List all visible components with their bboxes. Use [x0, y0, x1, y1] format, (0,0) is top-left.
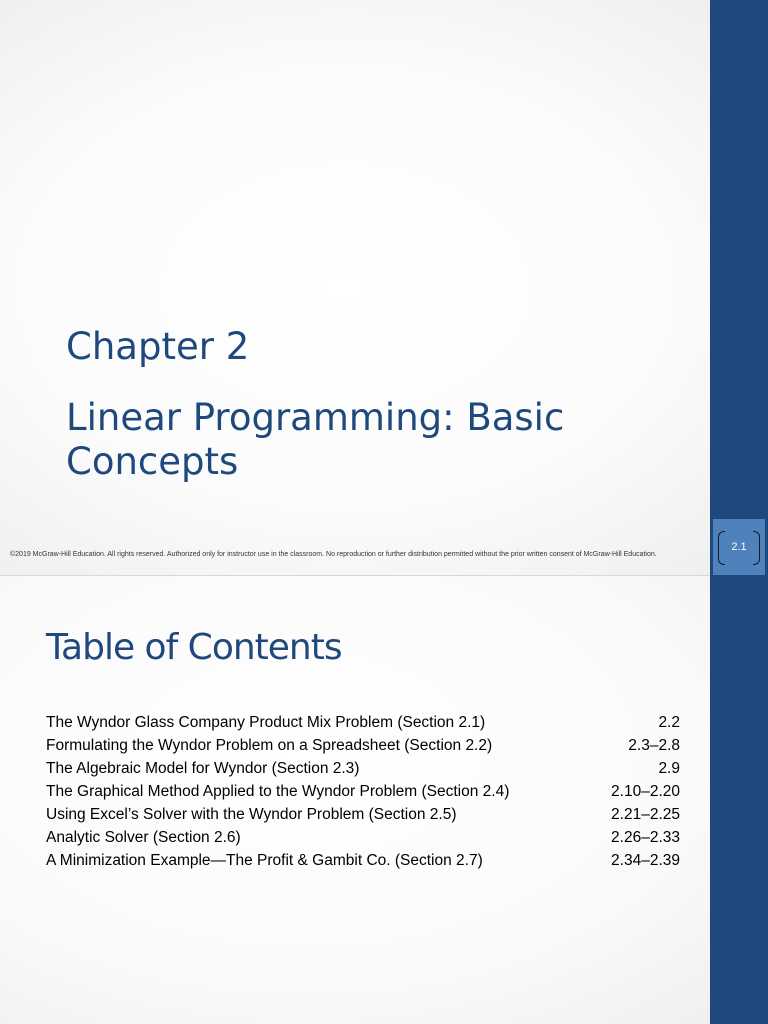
copyright-notice: ©2019 McGraw-Hill Education. All rights reserved. Authorized only for instructor use in the classroom. No reproduction or further distribution permitted without the prior written consent of McGraw-Hill Education.: [10, 551, 657, 558]
toc-entry: [46, 852, 680, 875]
toc-entry: [46, 714, 680, 737]
toc-entry-pages: 2.26–2.33: [611, 829, 680, 846]
toc-entry-pages: 2.34–2.39: [611, 852, 680, 869]
toc-slide: [0, 576, 768, 1024]
toc-entry: [46, 806, 680, 829]
slide-number: 2.1: [731, 541, 747, 553]
chapter-subtitle: Linear Programming: Basic Concepts: [66, 396, 565, 483]
toc-entry-label: Using Excel’s Solver with the Wyndor Problem (Section 2.5): [46, 806, 457, 823]
toc-entry-label: The Graphical Method Applied to the Wyndor Problem (Section 2.4): [46, 783, 510, 800]
toc-entry-pages: 2.10–2.20: [611, 783, 680, 800]
toc-entry-label: The Wyndor Glass Company Product Mix Problem (Section 2.1): [46, 714, 486, 731]
toc-entry: [46, 737, 680, 760]
side-accent-bar: [710, 0, 768, 576]
slide-number-badge: [713, 519, 765, 575]
toc-entry-label: Formulating the Wyndor Problem on a Spreadsheet (Section 2.2): [46, 737, 493, 754]
toc-entry: [46, 760, 680, 783]
toc-entry-label: Analytic Solver (Section 2.6): [46, 829, 241, 846]
toc-entry-pages: 2.9: [658, 760, 680, 777]
toc-list: [46, 714, 680, 875]
toc-entry-label: A Minimization Example—The Profit & Gambit Co. (Section 2.7): [46, 852, 483, 869]
toc-entry: [46, 783, 680, 806]
chapter-title: Chapter 2: [66, 325, 250, 368]
toc-entry-pages: 2.21–2.25: [611, 806, 680, 823]
side-accent-bar: [710, 576, 768, 1024]
toc-entry-pages: 2.2: [658, 714, 680, 731]
left-bracket-icon: [718, 531, 725, 565]
toc-entry-label: The Algebraic Model for Wyndor (Section 2.3): [46, 760, 360, 777]
toc-title: Table of Contents: [46, 627, 342, 668]
right-bracket-icon: [753, 531, 760, 565]
toc-entry: [46, 829, 680, 852]
toc-entry-pages: 2.3–2.8: [628, 737, 680, 754]
